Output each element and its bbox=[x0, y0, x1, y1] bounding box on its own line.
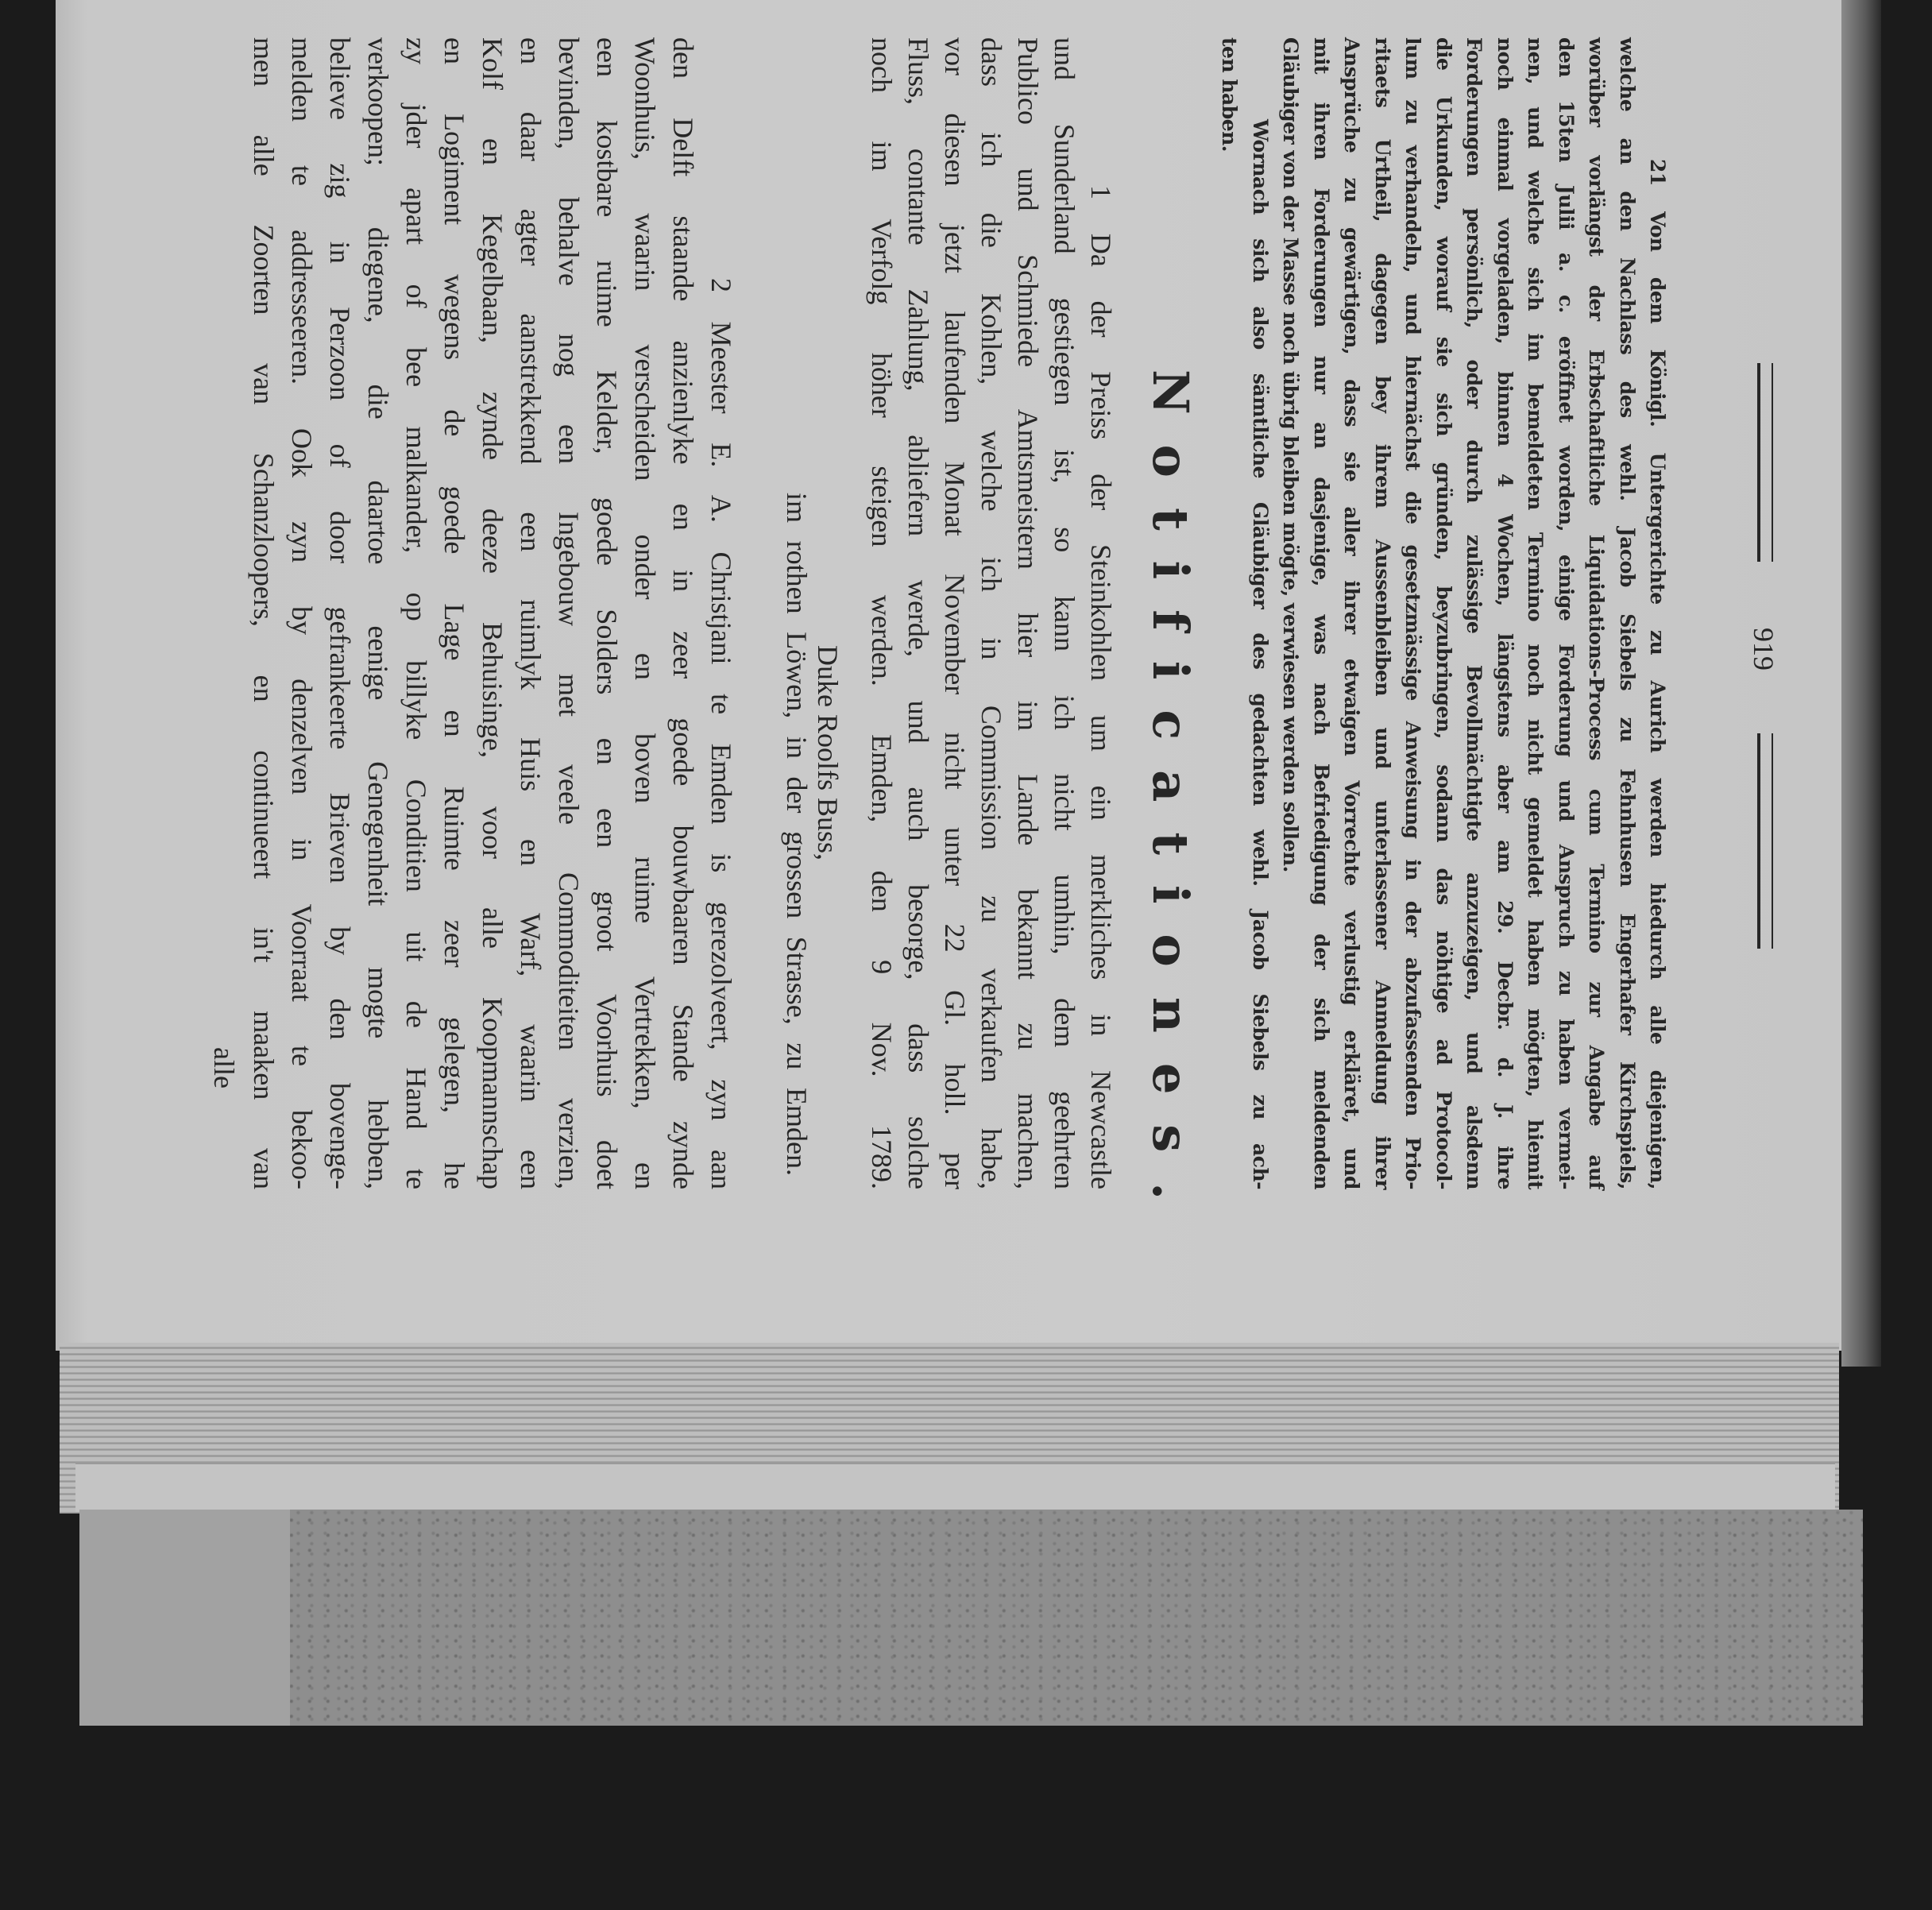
notice-2-line: melden te addresseeren. Ook zyn by denzelven in Voorraat te bekoo- bbox=[286, 37, 318, 1189]
page-stack-bottom bbox=[75, 1462, 1835, 1512]
notice-2-line: en Logiment wegens de goede Lage en Ruimte zeer gelegen, he bbox=[439, 37, 470, 1189]
notice-21-line: nen, und welche sich im bemeldeten Termino noch nicht gemeldet haben mögten, hiemit bbox=[1524, 37, 1547, 1189]
notice-21-line: mit ihren Forderungen nur an dasjenige, was nach Befriedigung der sich meldenden bbox=[1309, 37, 1333, 1189]
notice-2-line: den Delft staande anzienlyke en in zeer goede bouwbaaren Stande zynde bbox=[667, 37, 699, 1189]
section-heading: Notificationes. bbox=[1142, 369, 1200, 1230]
notice-21-line: worüber vorlängst der Erbschaftliche Liquidations-Process cum Termino zur Angabe auf bbox=[1585, 37, 1608, 1189]
page-number: 919 bbox=[1748, 628, 1779, 671]
notice-21-line: Ansprüche zu gewärtigen, dass sie aller ihrer etwaigen Vorrechte verlustig erkläret, und bbox=[1340, 37, 1363, 1189]
notice-2-line: een kostbare ruime Kelder, goede Solders en een groot Voorhuis doet bbox=[591, 37, 623, 1189]
notice-21-line: Gläubiger von der Masse noch übrig bleiben mögte, verwiesen werden sollen. bbox=[1279, 37, 1302, 872]
notice-1-line: noch im Verfolg höher steigen werden. Emden, den 9 Nov. 1789. bbox=[866, 37, 898, 1189]
catchword: alle bbox=[208, 1047, 240, 1088]
header-rule-right bbox=[1757, 733, 1773, 949]
notice-2-line: Kolf en Kegelbaan, zynde deeze Behuisinge, voor alle Koopmannschap bbox=[477, 37, 508, 1189]
notice-21-line: ten haben. bbox=[1218, 37, 1241, 152]
notice-21-line: 21 Von dem Königl. Untergerichte zu Aurich werden hiedurch alle diejenigen, bbox=[1646, 159, 1669, 1189]
notice-1-line: und Sunderland gestiegen ist, so kann ich nicht umhin, dem geehrten bbox=[1049, 37, 1080, 1189]
notice-1-line: Fluss, contante Zahlung, abliefern werde, und auch besorge, dass solche bbox=[902, 37, 934, 1189]
notice-2-line: verkoopen; diegene, die daartoe eenige Genegenheit mogte hebben, bbox=[362, 37, 394, 1189]
book-cover bbox=[79, 1510, 1863, 1726]
notice-2-line: believe zig in Perzoon of door gefrankeerte Brieven by den bovenge- bbox=[324, 37, 356, 1189]
notice-21-line: Wornach sich also sämtliche Gläubiger des gedachten wehl. Jacob Siebels zu ach- bbox=[1248, 119, 1272, 1189]
notice-1-line: dass ich die Kohlen, welche ich in Commission zu verkaufen habe, bbox=[976, 37, 1007, 1189]
notice-2-line: en daar agter aanstrekkend een ruimlyk Huis en Warf, waarin een bbox=[515, 37, 547, 1189]
notice-2-line: zy jder apart of bee malkander, op billyke Conditien uit de Hand te bbox=[400, 37, 432, 1189]
notice-1-line: Publico und Schmiede Amtsmeistern hier im Lande bekannt zu machen, bbox=[1012, 37, 1044, 1189]
notice-1-line: vor diesen jetzt laufenden Monat November nicht unter 22 Gl. holl. per bbox=[939, 37, 971, 1189]
notice-21-line: Forderungen persönlich, oder durch zulässige Bevollmächtigte anzuzeigen, und alsdenn bbox=[1463, 37, 1486, 1189]
notice-2-line: bevinden, behalve nog een Ingebouw met veele Commoditeiten verzien, bbox=[553, 37, 585, 1189]
notice-2-line: men alle Zoorten van Schanzloopers, en continueert in't maaken van bbox=[248, 37, 280, 1189]
notice-21-line: die Urkunden, worauf sie sich gründen, beyzubringen, sodann das nöhtige ad Protocol- bbox=[1432, 37, 1455, 1189]
cover-edge bbox=[1841, 0, 1881, 1367]
notice-2-line: Woonhuis, waarin verscheiden onder en boven ruime Vertrekken, en bbox=[629, 37, 661, 1189]
notice-1-line: 1 Da der Preiss der Steinkohlen um ein merkliches in Newcastle bbox=[1085, 185, 1117, 1189]
notice-21-line: lum zu verhandeln, und hiernächst die gesetzmässige Anweisung in der abzufassenden Prio- bbox=[1401, 37, 1424, 1189]
notice-21-line: den 15ten Julii a. c. eröffnet worden, einige Forderung und Anspruch zu haben vermei- bbox=[1554, 37, 1578, 1189]
notice-21-line: ritaets Urtheil, dagegen bey ihrem Aussenbleiben und unterlassener Anmeldung ihrer bbox=[1370, 37, 1394, 1189]
notice-21-line: noch einmal vorgeladen, binnen 4 Wochen, längstens aber am 29. Decbr. d. J. ihre bbox=[1493, 37, 1517, 1189]
cover-label-area bbox=[79, 1510, 290, 1726]
address: im rothen Löwen, in der grossen Strasse, zu Emden. bbox=[781, 493, 813, 1176]
notice-21-line: welche an den Nachlass des wehl. Jacob Siebels zu Fehnhusen Engerhafer Kirchspiels, bbox=[1615, 37, 1639, 1189]
signature: Duke Roolfs Buss, bbox=[812, 645, 844, 861]
header-rule-left bbox=[1757, 363, 1773, 562]
notice-2-line: 2 Meester E. A. Christjani te Emden is gerezolveert, zyn aan bbox=[705, 278, 737, 1189]
